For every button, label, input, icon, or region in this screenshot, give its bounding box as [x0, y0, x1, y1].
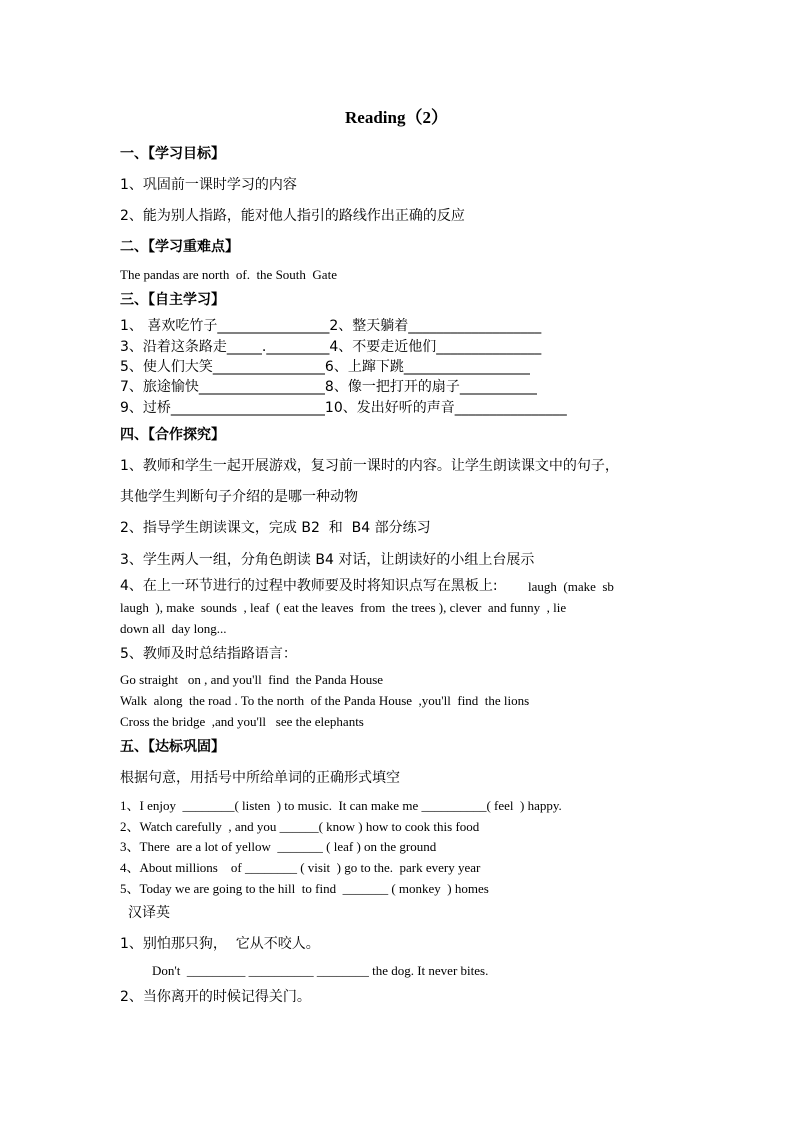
fill-blank-exercise: 4、About millions of ________ ( visit ) go to the. park every year	[120, 860, 481, 875]
vocab-row: 1、 喜欢吃竹子________________2、整天躺着___________________	[120, 318, 542, 334]
vocab-row: 5、使人们大笑________________6、上蹿下跳__________________	[120, 359, 530, 375]
key-point-text: The pandas are north of. the South Gate	[120, 267, 337, 282]
direction-sentence: Cross the bridge ,and you'll see the elephants	[120, 714, 364, 729]
fill-blank-exercise: 1、I enjoy ________( listen ) to music. It can make me __________( feel ) happy.	[120, 798, 562, 813]
section3-heading: 三、【自主学习】	[120, 292, 225, 308]
vocab-row: 3、沿着这条路走_____._________4、不要走近他们_______________	[120, 339, 542, 355]
vocab-row: 7、旅途愉快__________________8、像一把打开的扇子___________	[120, 379, 537, 395]
section2-heading: 二、【学习重难点】	[120, 239, 239, 255]
translation-heading: 汉译英	[128, 905, 170, 921]
fill-blank-exercise: 3、There are a lot of yellow _______ ( leaf ) on the ground	[120, 839, 437, 854]
knowledge-points: laugh (make sb	[528, 579, 614, 594]
translation-item: 2、当你离开的时候记得关门。	[120, 989, 311, 1005]
activity-paragraph: 1、教师和学生一起开展游戏，复习前一课时的内容。让学生朗读课文中的句子，	[120, 458, 619, 474]
activity-paragraph: 2、指导学生朗读课文，完成 B2 和 B4 部分练习	[120, 520, 431, 536]
direction-sentence: Walk along the road . To the north of the Panda House ,you'll find the lions	[120, 693, 530, 708]
vocab-row: 9、过桥______________________10、发出好听的声音________________	[120, 400, 567, 416]
translation-answer: Don't _________ __________ ________ the dog. It never bites.	[152, 963, 489, 978]
goal-item: 1、巩固前一课时学习的内容	[120, 177, 297, 193]
activity-paragraph: 其他学生判断句子介绍的是哪一种动物	[120, 489, 358, 505]
activity-paragraph: 3、学生两人一组，分角色朗读 B4 对话，让朗读好的小组上台展示	[120, 552, 535, 568]
knowledge-points: down all day long...	[120, 621, 227, 636]
section1-heading: 一、【学习目标】	[120, 146, 225, 162]
page-title: Reading（2）	[345, 108, 448, 127]
activity-paragraph: 4、在上一环节进行的过程中教师要及时将知识点写在黑板上:	[120, 578, 498, 594]
activity-paragraph: 5、教师及时总结指路语言：	[120, 646, 297, 662]
goal-item: 2、能为别人指路，能对他人指引的路线作出正确的反应	[120, 208, 465, 224]
direction-sentence: Go straight on , and you'll find the Panda House	[120, 672, 384, 687]
section5-heading: 五、【达标巩固】	[120, 739, 225, 755]
exercise-instruction: 根据句意，用括号中所给单词的正确形式填空	[120, 770, 400, 786]
translation-item: 1、别怕那只狗， 它从不咬人。	[120, 936, 320, 952]
fill-blank-exercise: 5、Today we are going to the hill to find _______ ( monkey ) homes	[120, 881, 489, 896]
knowledge-points: laugh ), make sounds , leaf ( eat the leaves from the trees ), clever and funny , lie	[120, 600, 567, 615]
section4-heading: 四、【合作探究】	[120, 427, 225, 443]
fill-blank-exercise: 2、Watch carefully , and you ______( know ) how to cook this food	[120, 819, 480, 834]
